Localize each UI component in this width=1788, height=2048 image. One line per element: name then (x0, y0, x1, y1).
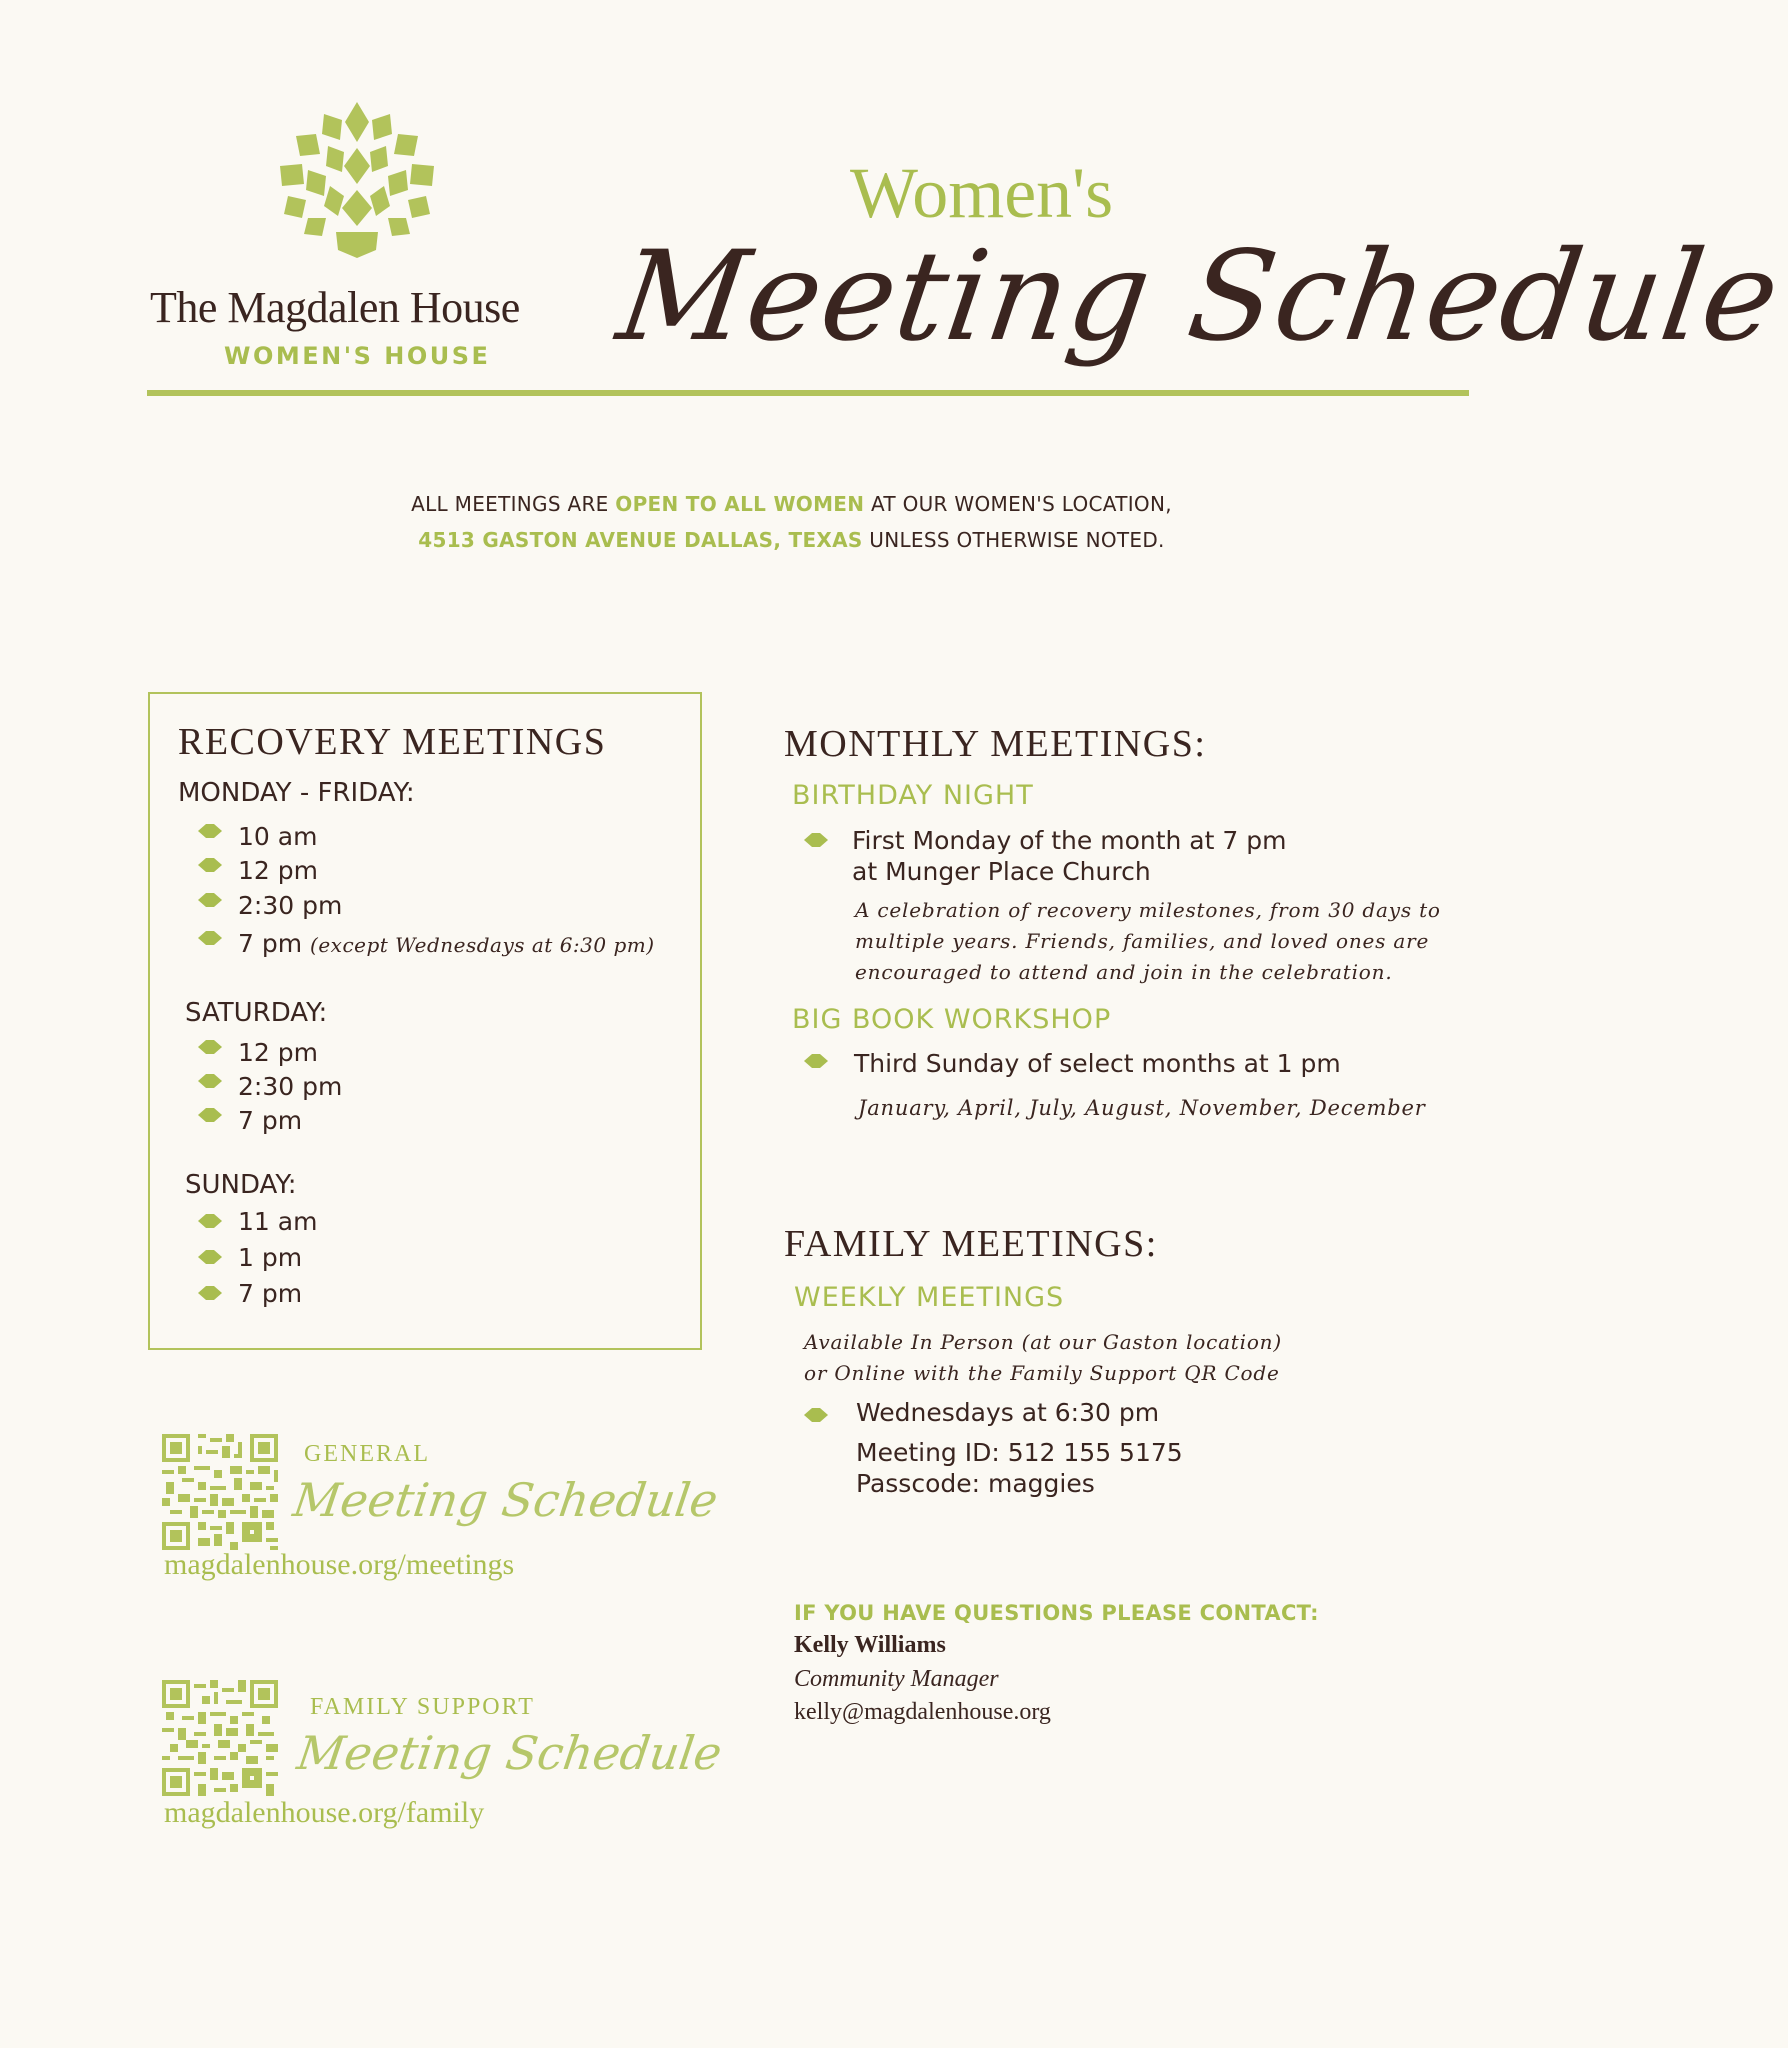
weekdays-label: MONDAY - FRIDAY: (178, 778, 415, 808)
sunday-time: 11 am (238, 1207, 318, 1236)
birthday-description: multiple years. Friends, families, and loved ones are (855, 929, 1430, 953)
saturday-label: SATURDAY: (185, 998, 328, 1028)
family-qr-script: Meeting Schedule (294, 1726, 726, 1780)
general-qr-code-icon[interactable] (162, 1434, 278, 1550)
big-book-months: January, April, July, August, November, December (858, 1096, 1426, 1120)
family-qr-code-icon[interactable] (162, 1680, 278, 1796)
birthday-description: A celebration of recovery milestones, from 30 days to (855, 898, 1441, 922)
org-name: The Magdalen House (150, 283, 520, 332)
header-divider (147, 390, 1469, 396)
general-qr-script: Meeting Schedule (290, 1473, 722, 1527)
bullet-diamond-icon (198, 931, 222, 945)
contact-role: Community Manager (794, 1666, 999, 1692)
bullet-diamond-icon (198, 858, 222, 872)
bullet-diamond-icon (198, 1250, 222, 1264)
title-womens: Women's (850, 153, 1114, 233)
birthday-night-title: BIRTHDAY NIGHT (792, 780, 1034, 811)
intro-text: ALL MEETINGS ARE (411, 492, 616, 516)
saturday-time: 2:30 pm (238, 1072, 343, 1101)
bullet-diamond-icon (804, 1054, 828, 1068)
contact-email-link[interactable]: kelly@magdalenhouse.org (794, 1699, 1051, 1725)
saturday-time: 7 pm (238, 1106, 303, 1135)
weekday-time-note: (except Wednesdays at 6:30 pm) (310, 933, 655, 957)
bullet-diamond-icon (198, 824, 222, 838)
weekday-time: 2:30 pm (238, 891, 343, 920)
availability-line: Available In Person (at our Gaston location) (804, 1330, 1282, 1354)
contact-name: Kelly Williams (794, 1632, 946, 1658)
weekday-time-text: 7 pm (238, 929, 303, 958)
tree-logo-icon (262, 100, 452, 280)
intro-text: AT OUR WOMEN'S LOCATION, (864, 492, 1172, 516)
meeting-id: Meeting ID: 512 155 5175 (856, 1438, 1183, 1467)
family-heading: FAMILY MEETINGS: (784, 1223, 1158, 1265)
bullet-diamond-icon (804, 1408, 828, 1422)
weekday-time: 10 am (238, 822, 318, 851)
weekly-meetings-title: WEEKLY MEETINGS (794, 1282, 1065, 1313)
birthday-where: at Munger Place Church (852, 857, 1151, 886)
family-qr-label: FAMILY SUPPORT (310, 1694, 535, 1720)
contact-heading: IF YOU HAVE QUESTIONS PLEASE CONTACT: (794, 1601, 1319, 1625)
bullet-diamond-icon (804, 833, 828, 847)
birthday-when: First Monday of the month at 7 pm (852, 826, 1287, 855)
org-subtitle: WOMEN'S HOUSE (224, 342, 491, 370)
sunday-label: SUNDAY: (185, 1170, 297, 1200)
intro-highlight: OPEN TO ALL WOMEN (615, 492, 865, 516)
birthday-description: encouraged to attend and join in the celebration. (855, 960, 1393, 984)
saturday-time: 12 pm (238, 1038, 318, 1067)
family-when: Wednesdays at 6:30 pm (856, 1398, 1160, 1427)
intro-address: 4513 GASTON AVENUE DALLAS, TEXAS (418, 528, 863, 552)
recovery-heading: RECOVERY MEETINGS (178, 721, 607, 763)
intro-text: UNLESS OTHERWISE NOTED. (862, 528, 1165, 552)
availability-line: or Online with the Family Support QR Code (804, 1361, 1280, 1385)
big-book-title: BIG BOOK WORKSHOP (792, 1004, 1112, 1035)
bullet-diamond-icon (198, 893, 222, 907)
bullet-diamond-icon (198, 1214, 222, 1228)
intro-line-1 (0, 492, 1583, 516)
general-meetings-link[interactable]: magdalenhouse.org/meetings (164, 1548, 515, 1581)
weekday-time (238, 929, 655, 958)
sunday-time: 7 pm (238, 1279, 303, 1308)
sunday-time: 1 pm (238, 1243, 303, 1272)
bullet-diamond-icon (198, 1074, 222, 1088)
big-book-when: Third Sunday of select months at 1 pm (854, 1049, 1341, 1078)
family-support-link[interactable]: magdalenhouse.org/family (164, 1796, 485, 1829)
intro-line-2 (0, 528, 1583, 552)
title-meeting-schedule: Meeting Schedule (610, 225, 1788, 369)
meeting-passcode: Passcode: maggies (856, 1469, 1095, 1498)
bullet-diamond-icon (198, 1286, 222, 1300)
monthly-heading: MONTHLY MEETINGS: (784, 723, 1207, 765)
bullet-diamond-icon (198, 1108, 222, 1122)
general-qr-label: GENERAL (304, 1441, 430, 1467)
weekday-time: 12 pm (238, 856, 318, 885)
bullet-diamond-icon (198, 1040, 222, 1054)
